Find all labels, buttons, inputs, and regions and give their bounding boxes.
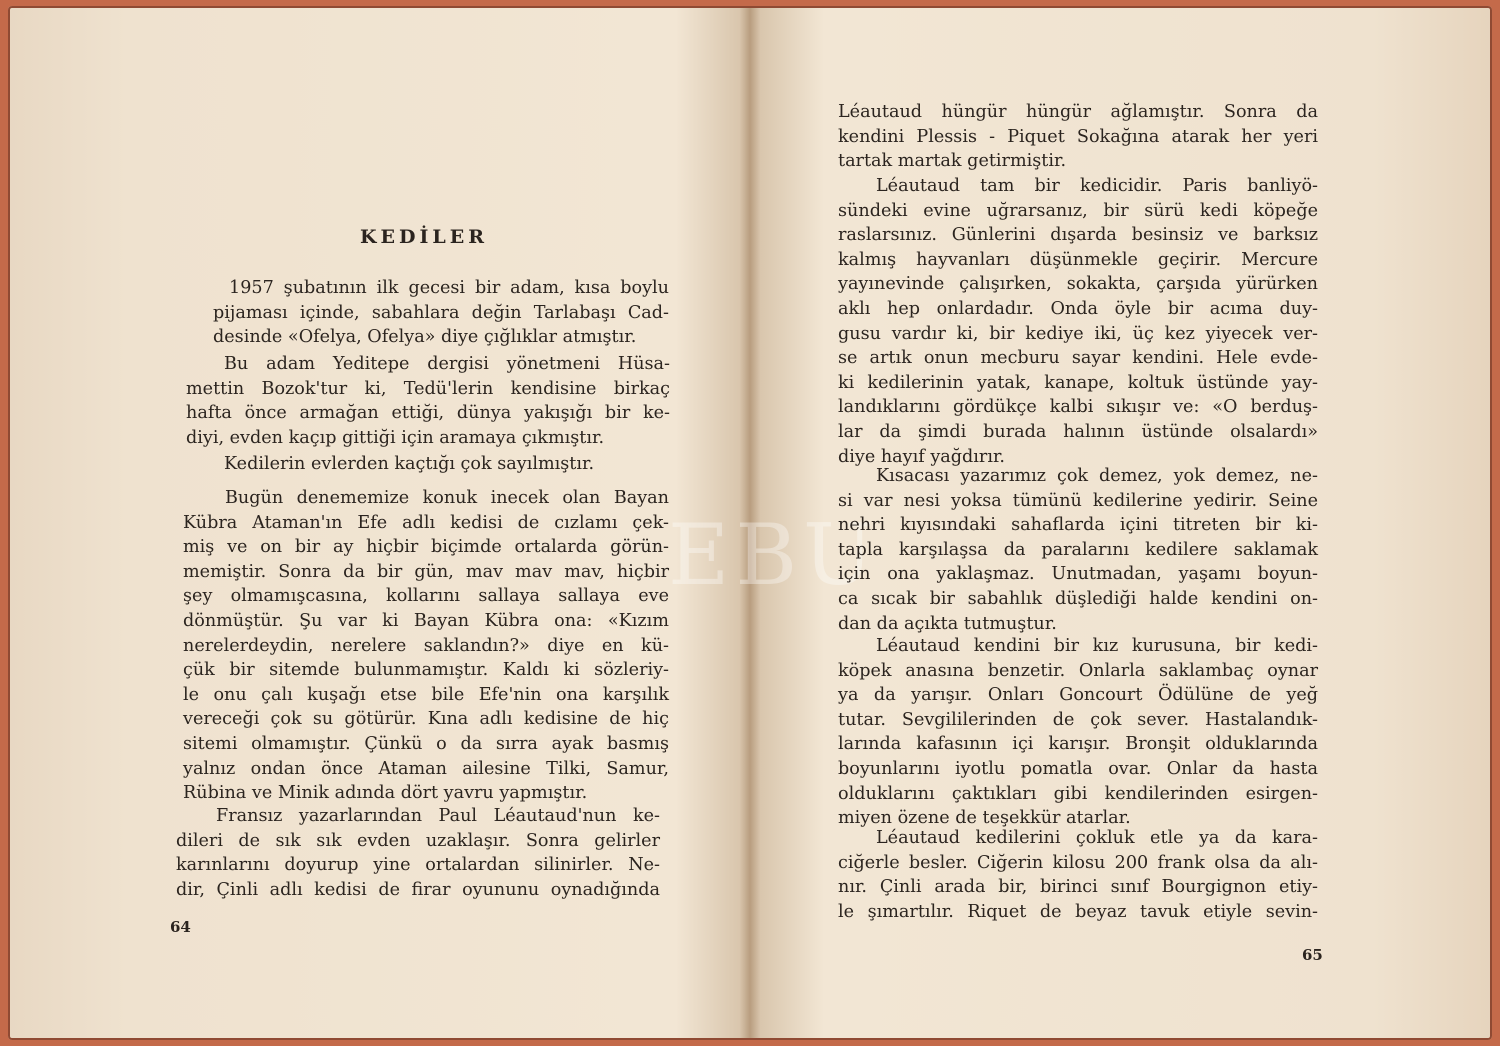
text-line: tutar. Sevgililerinden de çok sever. Hastalandık- (838, 709, 1318, 730)
text-line: çük bir sitemde bulunmamıştır. Kaldı ki sözleriy- (183, 660, 669, 681)
text-line: dönmüştür. Şu var ki Bayan Kübra ona: «Kızım (183, 610, 669, 631)
paragraph-1 (213, 276, 669, 350)
text-line: gusu vardır ki, bir kediye iki, üç kez yiyecek ver- (838, 323, 1318, 344)
text-line: larında kafasının içi karışır. Bronşit olduklarında (838, 734, 1318, 755)
open-book (8, 6, 1492, 1040)
text-line: Léautaud tam bir kedicidir. Paris banliyö- (876, 176, 1318, 196)
text-line: sündeki evine uğrarsanız, bir sürü kedi köpeğe (838, 200, 1318, 221)
text-line: miş ve on bir ay hiçbir biçimde ortalarda görün- (183, 537, 669, 558)
text-line: köpek anasına benzetir. Onlarla saklambaç oynar (838, 660, 1318, 681)
text-line: le onu çalı kuşağı etse bile Efe'nin ona karşılık (183, 684, 669, 705)
text-line: Bugün denememize konuk inecek olan Bayan (225, 488, 669, 508)
paragraph-1 (838, 100, 1318, 174)
text-line: nehri kıyısındaki sahaflarda içini titreten bir ki- (838, 515, 1318, 536)
text-line: diye hayıf yağdırır. (838, 446, 1006, 467)
paragraph-4 (183, 486, 669, 806)
text-line: memiştir. Sonra da bir gün, mav mav mav, hiçbir (183, 561, 669, 582)
page-number: 64 (170, 918, 191, 936)
text-line: karınlarını doyurup yine ortalardan silinirler. Ne- (176, 855, 660, 876)
text-line: şey olmamışcasına, kollarını sallaya sallaya eve (183, 586, 669, 607)
text-line: vereceği çok su götürür. Kına adlı kedisine de hiç (183, 709, 669, 730)
text-line: se artık onun mecburu sayar kendini. Hele evde- (838, 348, 1318, 369)
text-line: Léautaud kendini bir kız kurusuna, bir kedi- (876, 636, 1318, 656)
text-line: tartak martak getirmiştir. (838, 151, 1067, 172)
text-line: ciğerle besler. Ciğerin kilosu 200 frank olsa da alı- (838, 852, 1318, 873)
text-line: pijaması içinde, sabahlara değin Tarlabaşı Cad- (213, 302, 669, 323)
paragraph-3 (838, 464, 1318, 636)
text-line: Léautaud hüngür hüngür ağlamıştır. Sonra da (838, 102, 1318, 122)
text-line: boyunlarını iyotlu pomatla ovar. Onlar da hasta (838, 758, 1318, 779)
paragraph-5 (176, 804, 660, 902)
text-line: Kedilerin evlerden kaçtığı çok sayılmıştır. (224, 454, 595, 474)
paragraph-5 (838, 826, 1318, 924)
text-line: dir, Çinli adlı kedisi de firar oyununu oynadığında (176, 879, 660, 900)
text-line: hafta önce armağan ettiği, dünya yakışığı bir ke- (186, 403, 670, 424)
text-line: le şımartılır. Riquet de beyaz tavuk etiyle sevin- (838, 901, 1318, 922)
text-line: raslarsınız. Günlerini dışarda besinsiz ve barksız (838, 225, 1318, 246)
text-line: aklı hep onlardadır. Onda öyle bir acıma duy- (838, 298, 1318, 319)
text-line: nerelerdeydin, nerelere saklandın?» diye en kü- (183, 635, 669, 656)
left-page (8, 6, 748, 1040)
paragraph-3 (224, 452, 670, 477)
text-line: dan da açıkta tutmuştur. (838, 613, 1057, 634)
paragraph-2 (186, 352, 670, 450)
text-line: miyen özene de teşekkür atarlar. (838, 808, 1131, 829)
text-line: Kısacası yazarımız çok demez, yok demez, ne- (876, 466, 1318, 486)
watermark: EBU (668, 506, 880, 604)
text-line: Léautaud kedilerini çokluk etle ya da kara- (876, 828, 1318, 848)
page-number: 65 (1302, 946, 1323, 964)
chapter-title: KEDİLER (360, 226, 488, 248)
text-line: Rübina ve Minik adında dört yavru yapmıştır. (183, 783, 588, 804)
text-line: Bu adam Yeditepe dergisi yönetmeni Hüsa- (224, 354, 670, 374)
paragraph-4 (838, 634, 1318, 831)
text-line: sitemi olmamıştır. Çünkü o da sırra ayak basmış (183, 733, 669, 754)
right-page (668, 6, 1492, 1040)
text-line: lar da şimdi burada halının üstünde olsalardı» (838, 421, 1318, 442)
text-line: olduklarını çaktıkları gibi kendilerinden esirgen- (838, 783, 1318, 804)
text-line: diyi, evden kaçıp gittiği için aramaya çıkmıştır. (186, 427, 605, 448)
text-line: landıklarını gördükçe kalbi sıkışır ve: «O berduş- (838, 397, 1318, 418)
text-line: desinde «Ofelya, Ofelya» diye çığlıklar atmıştır. (213, 327, 637, 348)
paragraph-2 (838, 174, 1318, 469)
text-line: yalnız ondan önce Ataman ailesine Tilki, Samur, (183, 758, 669, 779)
text-line: mettin Bozok'tur ki, Tedü'lerin kendisine birkaç (186, 378, 670, 399)
text-line: kalmış hayvanları düşünmekle geçirir. Mercure (838, 249, 1318, 270)
text-line: tapla karşılaşsa da paralarını kedilere saklamak (838, 539, 1318, 560)
text-line: ya da yarışır. Onları Goncourt Ödülüne de yeğ (838, 685, 1318, 706)
text-line: ki kedilerinin yatak, kanape, koltuk üstünde yay- (838, 372, 1318, 393)
text-line: yayınevinde çalışırken, sokakta, çarşıda yürürken (838, 274, 1318, 295)
text-line: si var nesi yoksa tümünü kedilerine yedirir. Seine (838, 490, 1318, 511)
text-line: nır. Çinli arada bir, birinci sınıf Bourgignon etiy- (838, 877, 1318, 898)
text-line: Kübra Ataman'ın Efe adlı kedisi de cızlamı çek- (183, 512, 669, 533)
text-line: ca sıcak bir sabahlık düşlediği halde kendini on- (838, 588, 1318, 609)
text-line: Fransız yazarlarından Paul Léautaud'nun ke- (216, 806, 660, 826)
text-line: için ona yaklaşmaz. Unutmadan, yaşamı boyun- (838, 564, 1318, 585)
text-line: dileri de sık sık evden uzaklaşır. Sonra gelirler (176, 830, 660, 851)
text-line: kendini Plessis - Piquet Sokağına atarak her yeri (838, 126, 1318, 147)
text-line: 1957 şubatının ilk gecesi bir adam, kısa boylu (229, 278, 669, 298)
